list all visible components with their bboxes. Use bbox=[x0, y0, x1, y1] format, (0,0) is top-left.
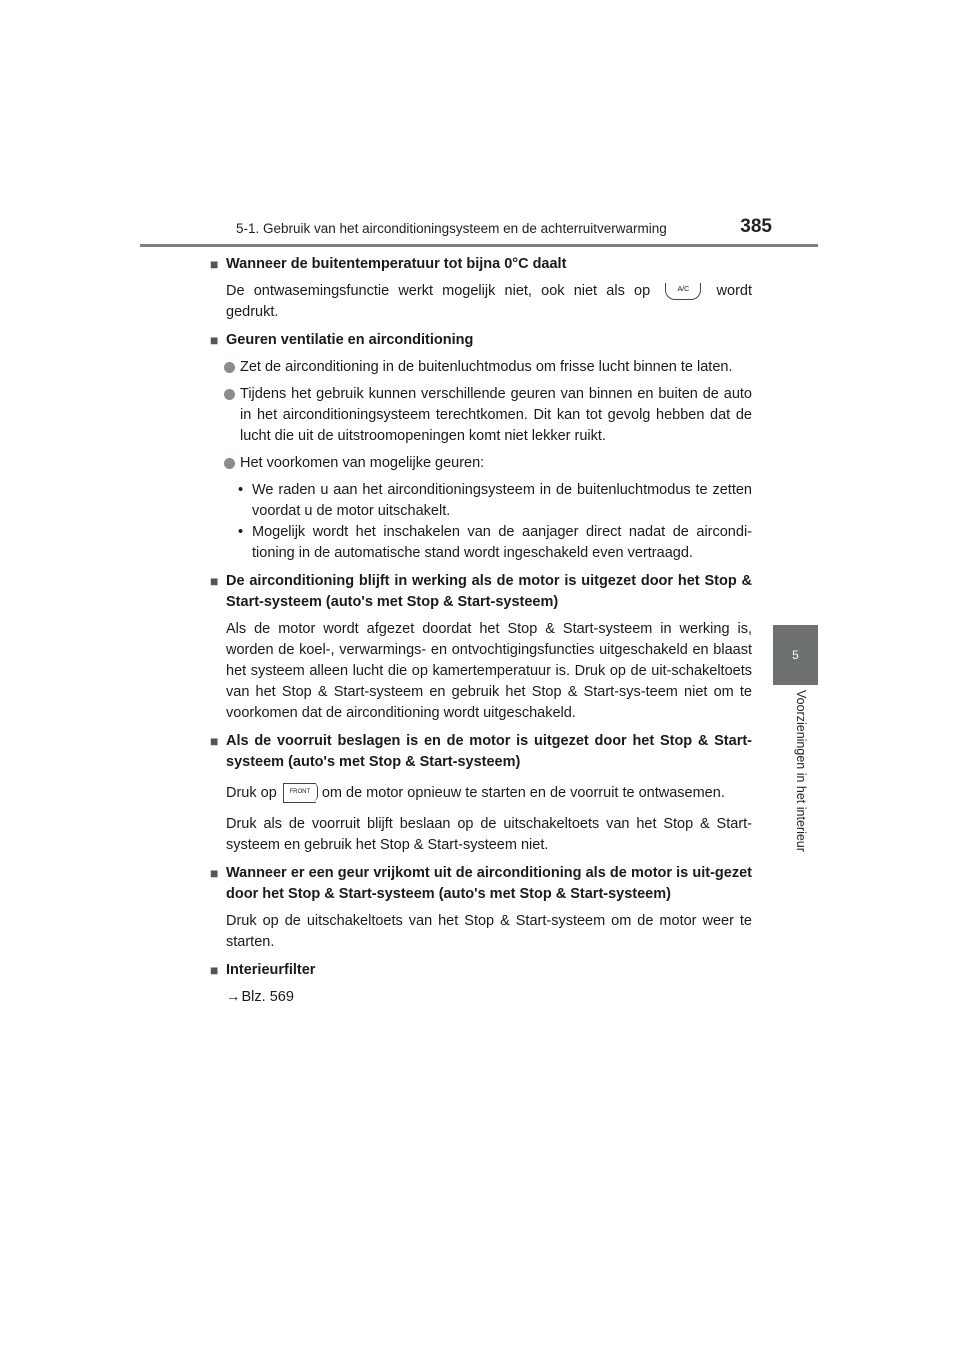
page-header bbox=[140, 216, 818, 246]
section-paragraph: Druk op FRONT om de motor opnieuw te starten en de voorruit te ontwasemen. bbox=[210, 783, 752, 804]
section-paragraph: De ontwasemingsfunctie werkt mogelijk niet, ook niet als op A/C wordt gedrukt. bbox=[226, 283, 753, 320]
round-bullet-icon bbox=[224, 389, 235, 400]
sub-list-item: • We raden u aan het airconditioningsysteem in de buitenluchtmodus te zetten voordat u de motor uitschakelt. bbox=[238, 482, 752, 519]
page-content bbox=[210, 254, 752, 1015]
list-item: Tijdens het gebruik kunnen verschillende geuren van binnen en buiten de auto in het airconditioningsysteem terechtkomen. Dit kan tot gevolg hebben dat de lucht die uit de uitstroomopeningen komt niet lekker ruikt. bbox=[210, 384, 752, 447]
square-bullet-icon: ■ bbox=[210, 865, 219, 881]
section-outside-temperature bbox=[210, 254, 752, 323]
arrow-right-icon: → bbox=[226, 989, 241, 1005]
sub-list-item: • Mogelijk wordt het inschakelen van de aanjager direct nadat de aircondi-tioning in de automatische stand wordt ingeschakeld even vertraagd. bbox=[238, 524, 752, 561]
section-heading: ■ Wanneer er een geur vrijkomt uit de airconditioning als de motor is uit-gezet door het Stop & Start-systeem (auto's met Stop & Start-systeem) bbox=[210, 865, 752, 902]
ac-button-icon: A/C bbox=[665, 283, 701, 300]
round-bullet-icon bbox=[224, 458, 235, 469]
section-odor-stop-start bbox=[210, 863, 752, 953]
square-bullet-icon: ■ bbox=[210, 962, 219, 978]
square-bullet-icon: ■ bbox=[210, 733, 219, 749]
section-heading: ■ Wanneer de buitentemperatuur tot bijna 0°C daalt bbox=[210, 254, 752, 275]
section-heading: ■ De airconditioning blijft in werking als de motor is uitgezet door het Stop & Start-systeem (auto's met Stop & Start-systeem) bbox=[210, 573, 752, 610]
section-paragraph: Druk op de uitschakeltoets van het Stop & Start-systeem om de motor weer te starten. bbox=[226, 913, 752, 950]
page-reference bbox=[210, 987, 752, 1008]
section-windshield-fogged bbox=[210, 731, 752, 856]
chapter-tab: 5 bbox=[773, 625, 818, 685]
section-stop-start-ac bbox=[210, 571, 752, 724]
header-divider bbox=[140, 244, 818, 247]
section-heading: ■ Als de voorruit beslagen is en de motor is uitgezet door het Stop & Start-systeem (auto's met Stop & Start-systeem) bbox=[210, 733, 752, 770]
section-cabin-filter bbox=[210, 960, 752, 1008]
section-heading: ■ Geuren ventilatie en airconditioning bbox=[210, 330, 752, 351]
dot-bullet-icon: • bbox=[238, 482, 244, 498]
list-item: Het voorkomen van mogelijke geuren: bbox=[210, 453, 752, 474]
chapter-title: 5-1. Gebruik van het airconditioningsysteem en de achterruitverwarming bbox=[236, 221, 667, 236]
square-bullet-icon: ■ bbox=[210, 256, 219, 272]
page-reference-link[interactable]: Blz. 569 bbox=[241, 989, 294, 1005]
section-paragraph: Als de motor wordt afgezet doordat het Stop & Start-systeem in werking is, worden de koel-, verwarmings- en ontvochtigingsfuncties uitgeschakeld en blaast het systeem alleen lucht die op kamertemperatuur is. Druk op de uit-schakeltoets van het Stop & Start-systeem en gebruik het Stop & Start-sys-teem niet om te voorkomen dat de airconditioning wordt uitgeschakeld. bbox=[226, 621, 752, 721]
front-defroster-button-icon: FRONT bbox=[283, 783, 316, 803]
square-bullet-icon: ■ bbox=[210, 573, 219, 589]
chapter-side-title: Voorzieningen in het interieur bbox=[794, 690, 808, 852]
round-bullet-icon bbox=[224, 362, 235, 373]
sub-list bbox=[210, 480, 752, 564]
dot-bullet-icon: • bbox=[238, 524, 244, 540]
section-paragraph: Druk als de voorruit blijft beslaan op de uitschakeltoets van het Stop & Start-systeem en gebruik het Stop & Start-systeem niet. bbox=[226, 816, 752, 853]
list-item: Zet de airconditioning in de buitenluchtmodus om frisse lucht binnen te laten. bbox=[210, 357, 752, 378]
page-number: 385 bbox=[740, 216, 772, 237]
section-odors bbox=[210, 330, 752, 564]
square-bullet-icon: ■ bbox=[210, 332, 219, 348]
section-heading: ■ Interieurfilter bbox=[210, 960, 752, 981]
